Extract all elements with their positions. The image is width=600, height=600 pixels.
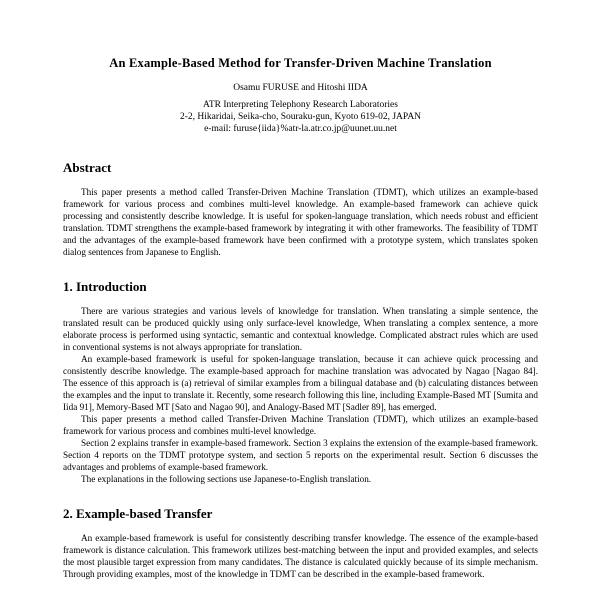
section-heading-example-based-transfer: 2. Example-based Transfer: [63, 506, 213, 521]
paper-affiliation: ATR Interpreting Telephony Research Laboratories: [203, 100, 398, 110]
paper-title: An Example-Based Method for Transfer-Driven Machine Translation: [109, 56, 492, 70]
example-based-transfer-paragraph-1: An example-based framework is useful for consistently describing transfer knowledge. The essence of the example-based framework is distance calculation. This framework utilizes best-matching between the input and provided examples, and selects the most plausible target expression from many candidates. The distance is calculated quickly because of its simple mechanism. Through providing examples, most of the knowledge in TDMT can be described in the example-based framework.: [63, 533, 538, 579]
section-heading-introduction: 1. Introduction: [63, 279, 147, 294]
section-heading-abstract: Abstract: [63, 160, 112, 175]
introduction-paragraph-1: There are various strategies and various levels of knowledge for translation. When translating a simple sentence, the translated result can be produced quickly using only surface-level knowledge, When translating a complex sentence, a more elaborate process is performed using syntactic, semantic and contextual knowledge. Complicated abstract rules which are used in conventional systems is not always appropriate for translation.: [63, 306, 538, 352]
introduction-paragraph-4: Section 2 explains transfer in example-based framework. Section 3 explains the extension of the example-based framework. Section 4 reports on the TDMT prototype system, and section 5 reports on the experimental result. Section 6 discusses the advantages and problems of example-based framework.: [63, 438, 538, 472]
paper-email: e-mail: furuse{iida}%atr-la.atr.co.jp@uunet.uu.net: [204, 124, 397, 134]
paper-address: 2-2, Hikaridai, Seika-cho, Souraku-gun, Kyoto 619-02, JAPAN: [179, 112, 422, 122]
abstract-paragraph: This paper presents a method called Transfer-Driven Machine Translation (TDMT), which utilizes an example-based framework for various process and combines multi-level knowledge. An example-based framework can achieve quick processing and consistently describe knowledge. It is useful for spoken-language translation, which needs robust and efficient translation. TDMT strengthens the example-based framework by integrating it with other frameworks. The feasibility of TDMT and the advantages of the example-based framework have been confirmed with a prototype system, which translates spoken dialog sentences from Japanese to English.: [63, 187, 538, 257]
paper-authors: Osamu FURUSE and Hitoshi IIDA: [233, 83, 368, 93]
introduction-paragraph-2: An example-based framework is useful for spoken-language translation, because it can achieve quick processing and consistently describe knowledge. The example-based approach for machine translation was advocated by Nagao [Nagao 84]. The essence of this approach is (a) retrieval of similar examples from a bilingual database and (b) calculating distances between the examples and the input to translate it. Recently, some research following this line, including Example-Based MT [Sumita and Iida 91], Memory-Based MT [Sato and Nagao 90], and Analogy-Based MT [Sadler 89], has emerged.: [63, 354, 538, 412]
introduction-paragraph-5: The explanations in the following sections use Japanese-to-English translation.: [81, 474, 372, 484]
introduction-paragraph-3: This paper presents a method called Transfer-Driven Machine Translation (TDMT), which utilizes an example-based framework for various process and combines multi-level knowledge.: [63, 414, 538, 436]
